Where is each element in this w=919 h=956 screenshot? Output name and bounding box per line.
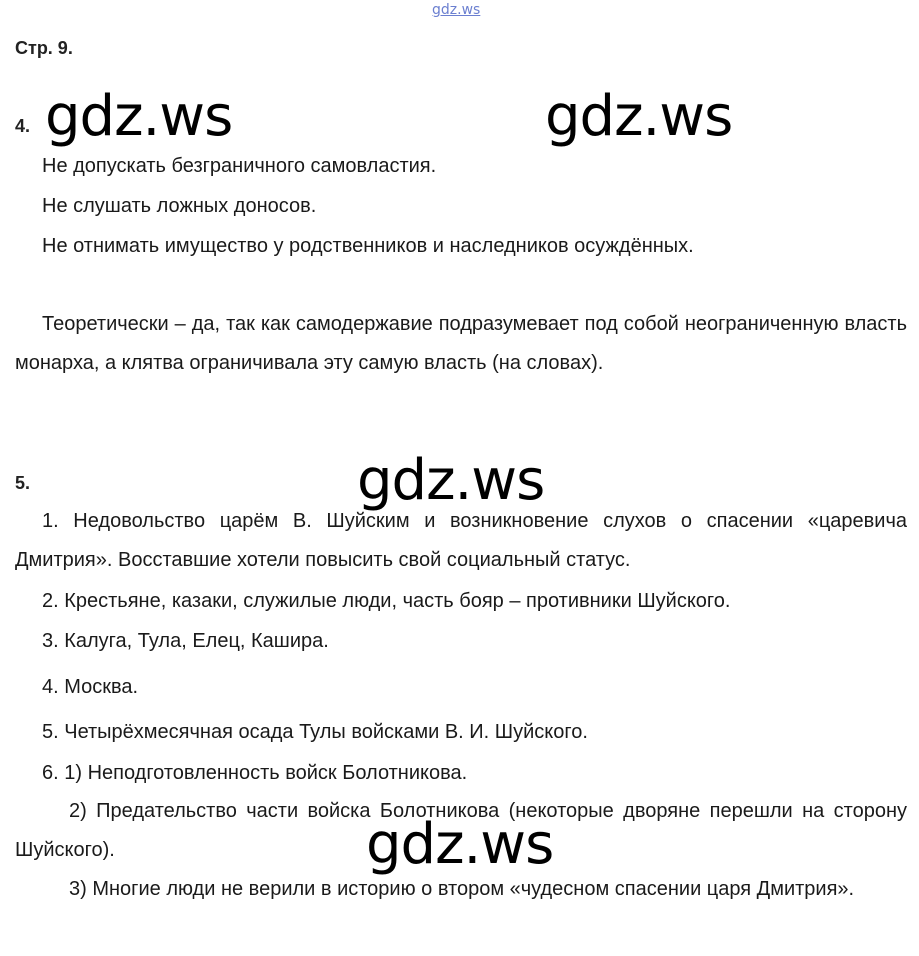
section-4-line: Не отнимать имущество у родственников и наследников осуждённых.: [42, 235, 694, 257]
section-5-item-1: 1. Недовольство царём В. Шуйским и возникновение слухов о спасении «царевича Дмитрия». Восставшие хотели повысить свой социальный статус.: [15, 510, 907, 571]
section-4-line: Не допускать безграничного самовластия.: [42, 155, 437, 177]
watermark: gdz.ws: [545, 84, 733, 149]
watermark-link[interactable]: gdz.ws: [432, 2, 481, 18]
section-5-item-4: 4. Москва.: [42, 676, 139, 698]
section-4-number: 4.: [15, 116, 31, 136]
watermark: gdz.ws: [45, 84, 233, 149]
page-label: Стр. 9.: [15, 38, 73, 58]
section-5-item-2: 2. Крестьяне, казаки, служилые люди, часть бояр – противники Шуйского.: [42, 590, 731, 612]
section-5-number: 5.: [15, 473, 31, 493]
watermark: gdz.ws: [357, 448, 545, 513]
section-5-item-6-3: 3) Многие люди не верили в историю о втором «чудесном спасении царя Дмитрия».: [69, 878, 855, 900]
section-5-item-3: 3. Калуга, Тула, Елец, Кашира.: [42, 630, 329, 652]
section-4-paragraph: Теоретически – да, так как самодержавие подразумевает под собой неограниченную власть монарха, а клятва ограничивала эту самую власть (на словах).: [15, 313, 907, 374]
section-5-item-6-2: 2) Предательство части войска Болотникова (некоторые дворяне перешли на сторону Шуйского).: [15, 800, 907, 861]
section-5-item-5: 5. Четырёхмесячная осада Тулы войсками В. И. Шуйского.: [42, 721, 588, 743]
watermark: gdz.ws: [366, 812, 554, 877]
section-4-line: Не слушать ложных доносов.: [42, 195, 317, 217]
section-5-item-6-1: 6. 1) Неподготовленность войск Болотникова.: [42, 762, 468, 784]
